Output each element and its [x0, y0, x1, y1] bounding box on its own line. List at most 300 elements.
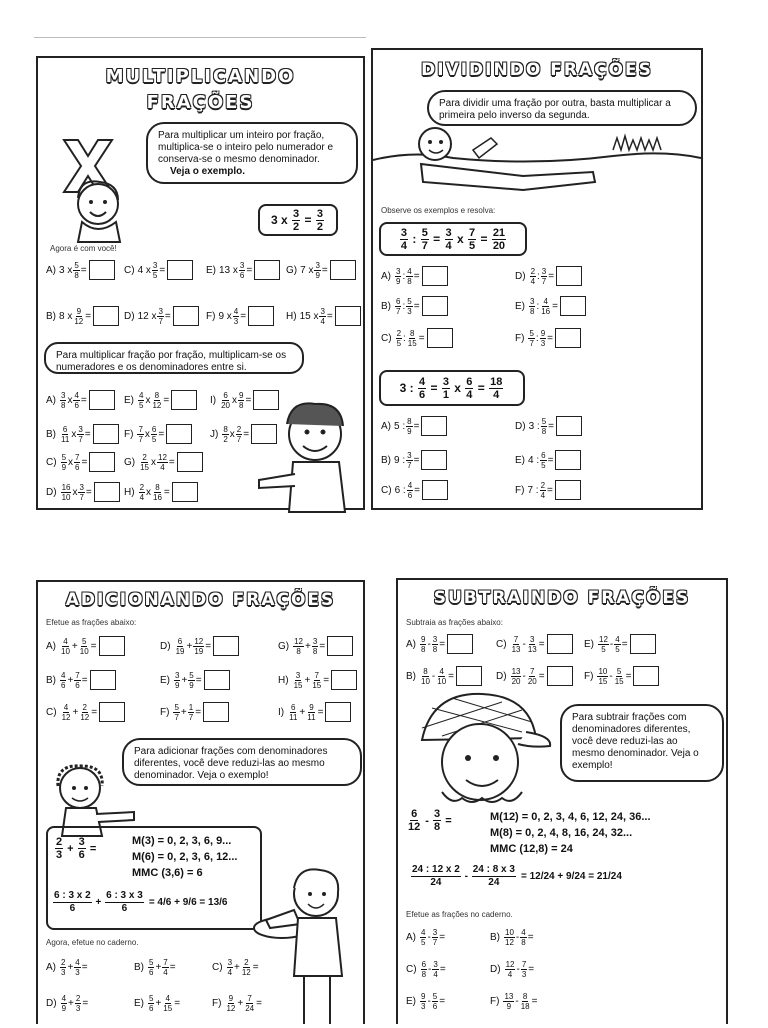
answer-box[interactable]	[422, 266, 448, 286]
fraction	[306, 703, 316, 722]
answer-box[interactable]	[456, 666, 482, 686]
fraction	[139, 483, 145, 502]
girl-holding-x-icon	[50, 134, 140, 244]
denominator: 7	[396, 306, 401, 316]
answer-box[interactable]	[171, 390, 197, 410]
answer-box[interactable]	[555, 328, 581, 348]
denominator: 6	[432, 1002, 438, 1011]
answer-box[interactable]	[422, 480, 448, 500]
answer-box[interactable]	[555, 480, 581, 500]
add-res-plus: +	[92, 897, 105, 908]
answer-box[interactable]	[427, 328, 453, 348]
denominator: 11	[289, 712, 298, 722]
denominator: 13	[527, 644, 537, 654]
numerator: 7	[513, 634, 519, 644]
div-example2-box	[379, 370, 525, 406]
exercise-item	[46, 958, 88, 977]
exercise-letter: E)	[584, 638, 594, 650]
denominator: 8	[421, 970, 427, 979]
answer-box[interactable]	[213, 636, 239, 656]
fraction	[319, 307, 325, 326]
answer-box[interactable]	[90, 670, 116, 690]
numerator: 12	[599, 634, 608, 644]
exercise-letter: C)	[124, 264, 135, 276]
exercise-letter: H)	[124, 486, 135, 498]
fraction	[188, 671, 194, 690]
denominator: 11	[307, 712, 316, 722]
exercise-item	[124, 424, 192, 444]
fraction	[74, 958, 80, 977]
whole-number: 7 :	[527, 484, 539, 496]
mult-example-frac1: $\frac{3}{2}$	[293, 207, 300, 233]
fraction	[420, 992, 426, 1011]
equals-sign: =	[547, 332, 553, 344]
div-example1-box	[379, 222, 527, 256]
operator: -	[522, 638, 526, 650]
denominator: 6	[149, 1004, 154, 1013]
numerator: 2	[530, 266, 536, 276]
div-ex1-f1: $\frac{3}{4}$	[400, 226, 408, 252]
denominator: 15	[163, 1004, 173, 1013]
answer-box[interactable]	[421, 416, 447, 436]
fraction	[78, 483, 84, 502]
operator: -	[522, 670, 526, 682]
fraction	[407, 329, 418, 348]
exercise-item	[124, 260, 193, 280]
equals-sign: =	[80, 264, 87, 276]
fraction	[151, 425, 157, 444]
denominator: 7	[541, 276, 547, 286]
exercise-letter: B)	[46, 674, 56, 686]
numerator: 12	[505, 960, 515, 969]
exercise-item	[46, 482, 120, 502]
exercise-letter: B)	[381, 300, 391, 312]
fraction	[541, 417, 547, 436]
fraction	[614, 667, 625, 686]
answer-box[interactable]	[325, 702, 351, 722]
operator: :	[535, 332, 539, 344]
exercise-item	[515, 328, 581, 348]
div-ex1-f5: $\frac{21}{20}$	[492, 226, 506, 252]
operator: +	[304, 674, 311, 686]
denominator: 13	[511, 644, 521, 654]
numerator: 5	[74, 260, 79, 270]
top-rule	[34, 37, 366, 38]
sub-mmc-line1: M(12) = 0, 2, 3, 4, 6, 12, 24, 36...	[490, 811, 651, 823]
fraction	[157, 453, 168, 472]
fraction	[527, 635, 538, 654]
exercise-item	[381, 480, 448, 500]
denominator: 5	[615, 644, 620, 654]
add-ex-f1: $\frac{2}{3}$	[56, 836, 63, 861]
whole-number: 5 :	[394, 420, 406, 432]
answer-box[interactable]	[556, 266, 582, 286]
operator: -	[427, 638, 431, 650]
denominator: 4	[163, 968, 168, 977]
answer-box[interactable]	[89, 260, 115, 280]
answer-box[interactable]	[173, 306, 199, 326]
answer-box[interactable]	[327, 636, 353, 656]
numerator: 6	[396, 296, 401, 306]
whole-number: 13 x	[219, 264, 238, 276]
denominator: 9	[315, 270, 320, 280]
numerator: 6	[177, 636, 183, 646]
numerator: 3	[432, 928, 438, 937]
equals-sign: =	[321, 264, 328, 276]
equals-sign: =	[246, 264, 253, 276]
exercise-item	[46, 390, 115, 410]
add-ex-plus: +	[64, 842, 77, 855]
answer-box[interactable]	[633, 666, 659, 686]
fraction	[503, 992, 514, 1011]
denominator: 4	[433, 970, 438, 979]
equals-sign: =	[169, 962, 176, 973]
numerator: 3	[530, 634, 535, 644]
fraction	[138, 391, 144, 410]
denominator: 7	[158, 316, 163, 326]
denominator: 5	[421, 938, 426, 947]
numerator: 7	[138, 424, 143, 434]
exercise-item	[46, 260, 115, 280]
exercise-item	[584, 634, 656, 654]
answer-box[interactable]	[248, 306, 274, 326]
whole-number: 8 x	[59, 310, 73, 322]
denominator: 20	[221, 400, 231, 410]
sub-ex-eq: =	[442, 814, 452, 827]
whole-number: 7 x	[300, 264, 314, 276]
fraction	[420, 667, 431, 686]
denominator: 11	[61, 434, 70, 444]
fraction	[220, 391, 231, 410]
denominator: 12	[241, 968, 251, 977]
operator: -	[427, 996, 431, 1007]
denominator: 8	[530, 306, 535, 316]
answer-box[interactable]	[331, 670, 357, 690]
equals-sign: =	[319, 640, 326, 652]
fraction	[175, 637, 186, 656]
equals-sign: =	[548, 270, 555, 282]
fraction	[222, 425, 228, 444]
answer-box[interactable]	[330, 260, 356, 280]
exercise-item	[206, 306, 274, 326]
fraction	[528, 329, 534, 348]
exercise-letter: I)	[210, 394, 217, 406]
sub-ex-minus: -	[422, 814, 433, 827]
denominator: 9	[61, 1004, 67, 1013]
equals-sign: =	[84, 428, 91, 440]
operator: x	[144, 428, 150, 440]
operator: -	[427, 932, 431, 943]
exercise-item	[515, 416, 582, 436]
div-ex2-f4: $\frac{18}{4}$	[490, 375, 503, 401]
denominator: 5	[601, 644, 606, 654]
exercise-letter: I)	[278, 706, 285, 718]
fraction	[312, 637, 318, 656]
sub-ex-f2: $\frac{3}{8}$	[434, 808, 441, 833]
div-ex2-op1: =	[427, 381, 441, 395]
div-ex1-op4: =	[477, 232, 491, 246]
exercise-item	[406, 992, 445, 1011]
equals-sign: =	[81, 456, 88, 468]
fraction	[432, 928, 438, 947]
equals-sign: =	[85, 486, 92, 498]
fraction	[241, 958, 252, 977]
numerator: 4	[407, 480, 413, 490]
numerator: 3	[295, 670, 301, 680]
mult-title-line2: FRAÇÕES	[146, 92, 255, 113]
fraction	[148, 994, 154, 1013]
denominator: 16	[541, 306, 551, 316]
fraction	[540, 329, 546, 348]
fraction	[225, 994, 236, 1013]
exercise-letter: A)	[46, 962, 56, 973]
exercise-letter: C)	[46, 706, 57, 718]
exercise-letter: C)	[212, 962, 223, 973]
exercise-letter: G)	[286, 264, 298, 276]
fraction	[396, 329, 402, 348]
operator: x	[146, 486, 152, 498]
equals-sign: =	[323, 674, 330, 686]
answer-box[interactable]	[93, 306, 119, 326]
whole-number: 4 x	[137, 264, 151, 276]
answer-box[interactable]	[556, 416, 582, 436]
answer-box[interactable]	[555, 450, 581, 470]
sub-mmc-line3: MMC (12,8) = 24	[490, 843, 573, 855]
div-title: DIVIDINDO FRAÇÕES	[421, 60, 653, 80]
exercise-item	[206, 260, 280, 280]
denominator: 7	[236, 434, 242, 444]
fraction	[61, 994, 67, 1013]
numerator: 6	[62, 424, 68, 434]
answer-box[interactable]	[99, 702, 125, 722]
fraction	[520, 928, 526, 947]
numerator: 4	[63, 702, 69, 712]
exercise-item	[278, 670, 357, 690]
answer-box[interactable]	[172, 482, 198, 502]
sub-mmc-line2: M(8) = 0, 2, 4, 8, 16, 24, 32...	[490, 827, 633, 839]
exercise-item	[124, 306, 199, 326]
fraction	[188, 703, 194, 722]
mult-example-eq: =	[301, 213, 315, 227]
denominator: 7	[79, 492, 84, 502]
answer-box[interactable]	[93, 424, 119, 444]
exercise-letter: F)	[206, 310, 216, 322]
exercise-item	[124, 452, 203, 472]
numerator: 7	[163, 958, 168, 967]
answer-box[interactable]	[204, 670, 230, 690]
panel-multiplicando	[36, 56, 365, 510]
answer-box[interactable]	[203, 702, 229, 722]
sub-ex-f1: $\frac{6}{12}$	[408, 808, 421, 833]
exercise-letter: E)	[515, 454, 525, 466]
exercise-item	[46, 994, 88, 1013]
numerator: 2	[396, 328, 402, 338]
operator: +	[181, 674, 188, 686]
answer-box[interactable]	[421, 450, 447, 470]
numerator: 6	[151, 424, 157, 434]
operator: +	[180, 706, 187, 718]
exercise-item	[496, 634, 573, 654]
exercise-letter: D)	[515, 420, 526, 432]
fraction	[293, 671, 304, 690]
answer-box[interactable]	[94, 482, 120, 502]
sub-res-minus: -	[461, 871, 471, 882]
boy-cap-icon	[412, 688, 552, 808]
equals-sign: =	[317, 706, 324, 718]
answer-box[interactable]	[254, 260, 280, 280]
answer-box[interactable]	[547, 666, 573, 686]
answer-box[interactable]	[166, 424, 192, 444]
denominator: 3	[75, 968, 80, 977]
numerator: 3	[312, 636, 318, 646]
exercise-letter: D)	[124, 310, 135, 322]
answer-box[interactable]	[99, 636, 125, 656]
fraction	[436, 667, 447, 686]
exercise-letter: B)	[406, 670, 416, 682]
fraction	[432, 992, 438, 1011]
boy-cheese-icon	[252, 858, 362, 1028]
numerator: 8	[155, 482, 160, 492]
fraction	[530, 267, 536, 286]
exercise-letter: F)	[515, 484, 525, 496]
exercise-letter: H)	[278, 674, 289, 686]
numerator: 3	[61, 390, 66, 400]
answer-box[interactable]	[89, 390, 115, 410]
fraction	[60, 637, 71, 656]
answer-box[interactable]	[167, 260, 193, 280]
div-ex1-f2: $\frac{5}{7}$	[421, 226, 428, 252]
add-example-expr	[54, 836, 96, 861]
exercise-letter: E)	[406, 996, 416, 1007]
exercise-item	[381, 266, 448, 286]
denominator: 7	[432, 938, 438, 947]
operator: +	[237, 998, 244, 1009]
exercise-letter: B)	[134, 962, 144, 973]
numerator: 7	[247, 994, 252, 1003]
denominator: 8	[312, 646, 318, 656]
fraction	[540, 481, 546, 500]
exercise-letter: F)	[160, 706, 170, 718]
operator: +	[186, 640, 193, 652]
denominator: 16	[153, 492, 162, 502]
denominator: 8	[421, 644, 426, 654]
answer-box[interactable]	[447, 634, 473, 654]
exercise-item	[46, 306, 119, 326]
numerator: 9	[421, 992, 426, 1001]
operator: +	[67, 962, 74, 973]
exercise-item	[381, 296, 448, 316]
answer-box[interactable]	[422, 296, 448, 316]
denominator: 12	[61, 712, 71, 722]
fraction	[60, 425, 70, 444]
answer-box[interactable]	[335, 306, 361, 326]
fraction	[73, 261, 79, 280]
denominator: 10	[61, 646, 70, 656]
div-ex1-f4: $\frac{7}{5}$	[469, 226, 476, 252]
numerator: 10	[598, 666, 608, 676]
denominator: 8	[432, 644, 438, 654]
exercise-item	[406, 666, 482, 686]
answer-box[interactable]	[177, 452, 203, 472]
numerator: 7	[521, 960, 527, 969]
numerator: 3	[407, 450, 412, 460]
denominator: 6	[239, 270, 245, 280]
fraction	[152, 483, 163, 502]
answer-box[interactable]	[89, 452, 115, 472]
boy-lying-grass-icon	[373, 120, 701, 200]
fraction	[598, 635, 609, 654]
numerator: 4	[165, 994, 170, 1003]
sub-title: SUBTRAINDO FRAÇÕES	[433, 588, 691, 608]
fraction	[60, 958, 66, 977]
numerator: 6	[291, 702, 296, 712]
fraction	[406, 267, 412, 286]
exercise-letter: F)	[584, 670, 594, 682]
exercise-letter: D)	[160, 640, 171, 652]
answer-box[interactable]	[560, 296, 586, 316]
denominator: 5	[139, 400, 144, 410]
exercise-letter: C)	[46, 456, 57, 468]
denominator: 2	[223, 434, 228, 444]
whole-number: 9 :	[394, 454, 406, 466]
numerator: 3	[158, 306, 163, 316]
fraction	[61, 453, 67, 472]
equals-sign: =	[168, 456, 175, 468]
fraction	[614, 635, 620, 654]
denominator: 6	[407, 490, 413, 500]
whole-number: 15 x	[299, 310, 319, 322]
numerator: 8	[410, 328, 415, 338]
equals-sign: =	[252, 962, 259, 973]
denominator: 15	[140, 462, 150, 472]
div-ex1-op1: :	[409, 232, 420, 246]
equals-sign: =	[547, 454, 554, 466]
exercise-letter: C)	[406, 964, 417, 975]
fraction	[79, 637, 90, 656]
denominator: 3	[421, 1002, 426, 1011]
exercise-letter: A)	[406, 932, 416, 943]
numerator: 3	[79, 482, 84, 492]
fraction	[162, 994, 173, 1013]
equals-sign: =	[527, 932, 534, 943]
whole-number: 4 :	[528, 454, 540, 466]
exercise-letter: A)	[46, 394, 56, 406]
numerator: 4	[75, 958, 80, 967]
operator: x	[67, 394, 73, 406]
fraction	[541, 267, 547, 286]
denominator: 8	[239, 400, 244, 410]
mult-example-frac2: $\frac{3}{2}$	[316, 207, 323, 233]
exercise-letter: B)	[490, 932, 500, 943]
numerator: 5	[432, 992, 438, 1001]
answer-box[interactable]	[547, 634, 573, 654]
exercise-letter: F)	[515, 332, 525, 344]
fraction	[311, 671, 322, 690]
operator: x	[151, 456, 157, 468]
equals-sign: =	[538, 670, 545, 682]
exercise-item	[406, 928, 445, 947]
exercise-letter: C)	[496, 638, 507, 650]
panel-adicionando	[36, 580, 365, 1024]
equals-sign: =	[243, 428, 250, 440]
numerator: 1	[188, 702, 194, 712]
answer-box[interactable]	[630, 634, 656, 654]
equals-sign: =	[528, 964, 535, 975]
div-ex2-w: 3 :	[399, 381, 417, 395]
fraction	[314, 261, 320, 280]
denominator: 8	[74, 270, 79, 280]
add-mmc-line1: M(3) = 0, 2, 3, 6, 9...	[132, 835, 232, 847]
